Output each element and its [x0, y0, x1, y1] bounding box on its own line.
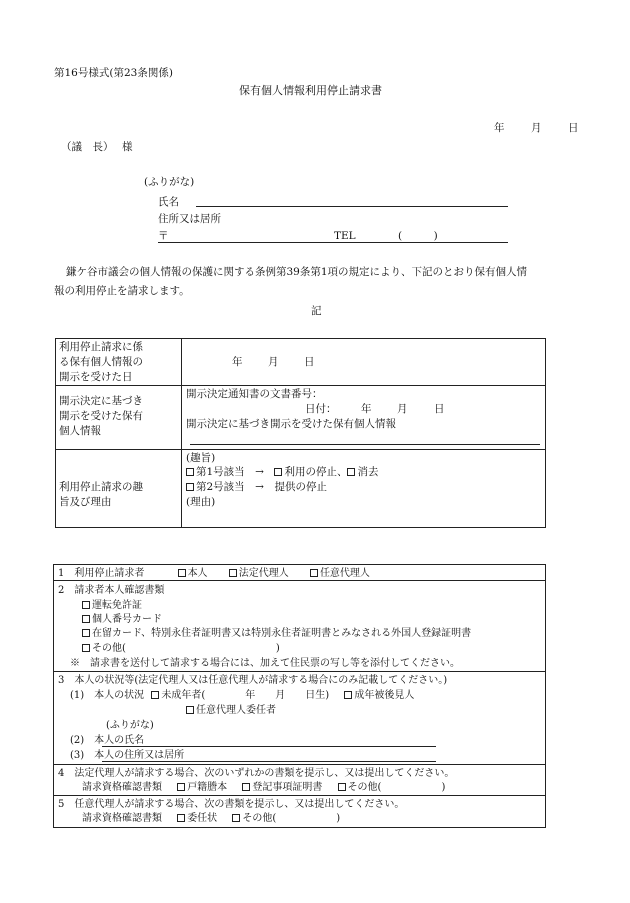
- applicant-address-label: 住所又は居所: [158, 213, 221, 225]
- table1-divider: [181, 338, 182, 528]
- s3-name: (2) 本人の氏名: [70, 735, 145, 746]
- s2-note: ※ 請求書を送付して請求する場合には、加えて住民票の写し等を添付してください。: [70, 658, 460, 669]
- checkbox[interactable]: [82, 615, 90, 623]
- intro-line-1: 鎌ケ谷市議会の個人情報の保護に関する条例第39条第1項の規定により、下記のとおり保有個人情: [66, 266, 528, 278]
- checkbox[interactable]: [178, 569, 186, 577]
- checkbox[interactable]: [82, 601, 90, 609]
- checkbox[interactable]: [177, 814, 185, 822]
- ki-label: 記: [311, 305, 322, 317]
- table2-sep-3: [53, 764, 546, 765]
- row2-label-3: 個人情報: [59, 425, 101, 437]
- addressee-honorific: 様: [122, 141, 133, 153]
- table1-row-sep-2: [55, 449, 546, 450]
- date-day: 日: [568, 122, 579, 134]
- checkbox[interactable]: [232, 814, 240, 822]
- s3-status-row-2: 任意代理人委任者: [186, 704, 276, 717]
- row1-year: 年: [232, 356, 243, 368]
- applicant-furigana: (ふりがな): [144, 176, 195, 188]
- table2-sep-2: [53, 671, 546, 672]
- row2-info-line[interactable]: [190, 444, 540, 445]
- row1-label-2: る保有個人情報の: [59, 356, 143, 368]
- row2-info: 開示決定に基づき開示を受けた保有個人情報: [186, 418, 396, 430]
- row1-label-3: 開示を受けた日: [59, 371, 133, 383]
- s3-label: 3 本人の状況等(法定代理人又は任意代理人が請求する場合にのみ記載してください。): [58, 675, 448, 686]
- checkbox[interactable]: [82, 644, 90, 652]
- s3-status-row: (1) 本人の状況 未成年者( 年 月 日生) 成年被後見人: [70, 690, 415, 701]
- postal-mark: 〒: [158, 230, 169, 242]
- table2-sep-1: [53, 580, 546, 581]
- checkbox[interactable]: [310, 569, 318, 577]
- s5-docs-row: 請求資格確認書類 委任状 その他( ): [82, 813, 341, 824]
- s3-address: (3) 本人の住所又は居所: [70, 750, 185, 761]
- s3-address-line[interactable]: [102, 761, 436, 762]
- row2-month: 月: [397, 403, 408, 415]
- row3-label-2: 旨及び理由: [59, 496, 112, 508]
- checkbox[interactable]: [151, 691, 159, 699]
- s4-docs-row: 請求資格確認書類 戸籍謄本 登記事項証明書 その他( ): [82, 782, 446, 793]
- table2-sep-4: [53, 795, 546, 796]
- addressee-role: （議 長）: [61, 141, 114, 153]
- checkbox[interactable]: [274, 468, 282, 476]
- row3-reason: (理由): [186, 496, 216, 508]
- row2-label-2: 開示を受けた保有: [59, 410, 143, 422]
- s3-furigana: (ふりがな): [106, 720, 154, 731]
- applicant-name-label: 氏名: [158, 196, 179, 208]
- row2-label-1: 開示決定に基づき: [59, 395, 143, 407]
- date-month: 月: [531, 122, 542, 134]
- row2-year: 年: [361, 403, 372, 415]
- checkbox[interactable]: [186, 468, 194, 476]
- checkbox[interactable]: [347, 468, 355, 476]
- checkbox[interactable]: [82, 629, 90, 637]
- date-year: 年: [494, 122, 505, 134]
- s3-name-line[interactable]: [102, 746, 436, 747]
- form-title: 保有個人情報利用停止請求書: [239, 84, 382, 97]
- row1-label-1: 利用停止請求に係: [59, 341, 143, 353]
- row3-label-1: 利用停止請求の趣: [59, 481, 143, 493]
- row1-month: 月: [268, 356, 279, 368]
- row2-docno: 開示決定通知書の文書番号：: [186, 388, 323, 400]
- checkbox[interactable]: [344, 691, 352, 699]
- checkbox[interactable]: [186, 706, 194, 714]
- s2-label: 2 請求者本人確認書類: [58, 585, 165, 596]
- s5-label: 5 任意代理人が請求する場合、次の書類を提示し、又は提出してください。: [58, 799, 405, 810]
- intro-line-2: 報の利用停止を請求します。: [54, 285, 190, 297]
- row3-option-2: 第2号該当 → 提供の停止: [186, 481, 327, 494]
- s2-option-4: その他( ): [82, 642, 280, 655]
- row3-purpose: (趣旨): [186, 452, 216, 464]
- s1-row: 1 利用停止請求者 本人 法定代理人 任意代理人: [58, 568, 370, 579]
- checkbox[interactable]: [338, 783, 346, 791]
- form-number: 第16号様式(第23条関係): [54, 67, 173, 79]
- tel-label: TEL: [334, 230, 356, 242]
- name-field-line[interactable]: [196, 206, 508, 207]
- s2-option-3: 在留カード、特別永住者証明書又は特別永住者証明書とみなされる外国人登録証明書: [82, 627, 471, 640]
- checkbox[interactable]: [229, 569, 237, 577]
- checkbox[interactable]: [177, 783, 185, 791]
- s2-option-2: 個人番号カード: [82, 613, 162, 626]
- row1-day: 日: [304, 356, 315, 368]
- s4-label: 4 法定代理人が請求する場合、次のいずれかの書類を提示し、又は提出してください。: [58, 768, 455, 779]
- row3-option-1: 第1号該当 → 利用の停止、 消去: [186, 466, 378, 479]
- address-field-line[interactable]: [158, 242, 508, 243]
- s2-option-1: 運転免許証: [82, 599, 142, 612]
- checkbox[interactable]: [242, 783, 250, 791]
- checkbox[interactable]: [186, 483, 194, 491]
- table1-row-sep-1: [55, 385, 546, 386]
- row2-day: 日: [434, 403, 445, 415]
- tel-parens: ( ): [398, 230, 438, 242]
- row2-date-label: 日付：: [305, 403, 337, 415]
